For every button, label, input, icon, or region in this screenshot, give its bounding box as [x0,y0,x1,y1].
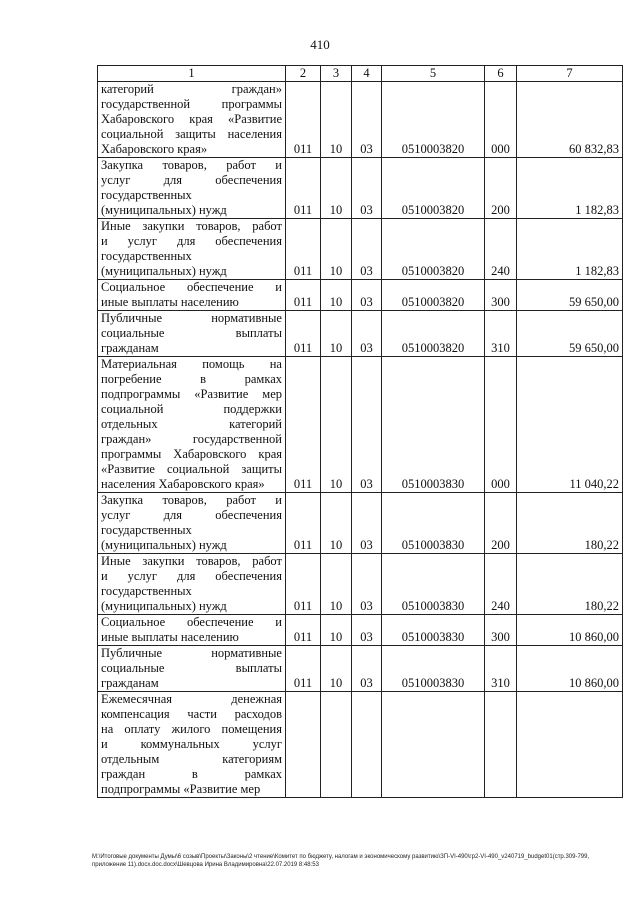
expense-name-line: Социальное обеспечение и [101,280,282,294]
target-article-cell: 0510003830 [382,493,485,554]
expense-name-line: Иные закупки товаров, работ [101,554,282,568]
section-code-cell: 10 [321,280,352,311]
ministry-code-cell: 011 [286,311,321,357]
ministry-code-cell: 011 [286,82,321,158]
ministry-code-cell: 011 [286,158,321,219]
header-cell: 5 [382,66,485,82]
subsection-code-cell: 03 [352,82,382,158]
expense-name-line: иные выплаты населению [101,630,239,644]
expense-name-line: программы Хабаровского края [101,447,282,461]
expense-name-cell [98,692,286,798]
expense-name-line: категорий граждан» [101,82,282,96]
amount-cell: 60 832,83 [517,82,623,158]
expense-name-line: (муниципальных) нужд [101,538,227,552]
section-code-cell: 10 [321,82,352,158]
expense-name-line: подпрограммы «Развитие мер [101,387,282,401]
subsection-code-cell: 03 [352,311,382,357]
expense-name-line: государственных [101,523,192,537]
subsection-code-cell: 03 [352,554,382,615]
table-row [98,158,623,219]
expense-name-line: и услуг для обеспечения [101,234,282,248]
expense-name-line: Иные закупки товаров, работ [101,219,282,233]
expense-name-line: Закупка товаров, работ и [101,493,282,507]
expense-name-line: Публичные нормативные [101,311,282,325]
expense-name-line: граждан в рамках [101,767,282,781]
table-row [98,357,623,493]
table-header-row [98,66,623,82]
expense-name-line: (муниципальных) нужд [101,203,227,217]
header-cell: 6 [485,66,517,82]
expense-name-line: Хабаровского края» [101,142,208,156]
amount-cell: 1 182,83 [517,158,623,219]
expense-name-line: государственной программы [101,97,282,111]
expense-name-line: гражданам [101,341,159,355]
target-article-cell [382,692,485,798]
expense-name-cell [98,357,286,493]
expense-name-cell [98,493,286,554]
amount-cell: 59 650,00 [517,311,623,357]
expense-name-cell [98,646,286,692]
expense-name-line: социальной защиты населения [101,127,282,141]
expense-name-line: компенсация части расходов [101,707,282,721]
subsection-code-cell: 03 [352,219,382,280]
expense-type-cell: 000 [485,357,517,493]
expense-name-line: услуг для обеспечения [101,173,282,187]
amount-cell [517,692,623,798]
section-code-cell [321,692,352,798]
section-code-cell: 10 [321,311,352,357]
header-cell: 2 [286,66,321,82]
ministry-code-cell: 011 [286,280,321,311]
expense-type-cell [485,692,517,798]
expense-name-line: иные выплаты населению [101,295,239,309]
amount-cell: 180,22 [517,554,623,615]
subsection-code-cell: 03 [352,493,382,554]
ministry-code-cell: 011 [286,493,321,554]
table-row [98,493,623,554]
expense-name-cell [98,82,286,158]
expense-name-line: подпрограммы «Развитие мер [101,782,261,796]
amount-cell: 59 650,00 [517,280,623,311]
section-code-cell: 10 [321,646,352,692]
expense-name-line: Публичные нормативные [101,646,282,660]
amount-cell: 10 860,00 [517,646,623,692]
header-cell: 1 [98,66,286,82]
expense-type-cell: 300 [485,615,517,646]
expense-name-line: отдельным категориям [101,752,282,766]
section-code-cell: 10 [321,219,352,280]
expense-name-cell [98,615,286,646]
expense-name-cell [98,311,286,357]
expense-name-line: и услуг для обеспечения [101,569,282,583]
expense-name-line: Хабаровского края «Развитие [101,112,282,126]
expense-name-line: услуг для обеспечения [101,508,282,522]
target-article-cell: 0510003820 [382,82,485,158]
expense-type-cell: 240 [485,554,517,615]
subsection-code-cell: 03 [352,280,382,311]
subsection-code-cell: 03 [352,615,382,646]
table-row [98,219,623,280]
expense-name-line: социальной поддержки [101,402,282,416]
expense-name-line: Социальное обеспечение и [101,615,282,629]
ministry-code-cell: 011 [286,554,321,615]
amount-cell: 1 182,83 [517,219,623,280]
expense-type-cell: 300 [485,280,517,311]
header-cell: 4 [352,66,382,82]
expense-name-line: на оплату жилого помещения [101,722,282,736]
expense-type-cell: 200 [485,158,517,219]
ministry-code-cell: 011 [286,615,321,646]
ministry-code-cell [286,692,321,798]
table-row [98,646,623,692]
section-code-cell: 10 [321,357,352,493]
subsection-code-cell: 03 [352,158,382,219]
expense-name-cell [98,280,286,311]
section-code-cell: 10 [321,615,352,646]
amount-cell: 180,22 [517,493,623,554]
expense-name-line: социальные выплаты [101,326,282,340]
expense-name-line: государственных [101,584,192,598]
expense-type-cell: 000 [485,82,517,158]
ministry-code-cell: 011 [286,219,321,280]
header-cell: 7 [517,66,623,82]
expense-name-line: погребение в рамках [101,372,282,386]
expense-type-cell: 200 [485,493,517,554]
target-article-cell: 0510003830 [382,615,485,646]
expense-name-line: гражданам [101,676,159,690]
expense-name-line: государственных [101,188,192,202]
subsection-code-cell: 03 [352,646,382,692]
expense-name-line: (муниципальных) нужд [101,264,227,278]
expense-name-line: населения Хабаровского края» [101,477,265,491]
expense-name-line: граждан» государственной [101,432,282,446]
expense-type-cell: 240 [485,219,517,280]
section-code-cell: 10 [321,493,352,554]
target-article-cell: 0510003830 [382,646,485,692]
table-row [98,554,623,615]
header-cell: 3 [321,66,352,82]
expense-type-cell: 310 [485,311,517,357]
table-row [98,82,623,158]
expense-name-cell [98,158,286,219]
target-article-cell: 0510003830 [382,357,485,493]
table-row [98,692,623,798]
expense-name-line: (муниципальных) нужд [101,599,227,613]
ministry-code-cell: 011 [286,646,321,692]
expense-name-cell [98,554,286,615]
page-number: 410 [310,37,330,52]
table-row [98,280,623,311]
expense-name-line: социальные выплаты [101,661,282,675]
table-row [98,615,623,646]
target-article-cell: 0510003820 [382,219,485,280]
subsection-code-cell: 03 [352,357,382,493]
target-article-cell: 0510003830 [382,554,485,615]
table-row [98,311,623,357]
amount-cell: 11 040,22 [517,357,623,493]
budget-table [97,65,623,798]
expense-name-line: государственных [101,249,192,263]
expense-name-line: Ежемесячная денежная [101,692,282,706]
expense-name-line: Закупка товаров, работ и [101,158,282,172]
amount-cell: 10 860,00 [517,615,623,646]
section-code-cell: 10 [321,158,352,219]
expense-name-line: Материальная помощь на [101,357,282,371]
expense-name-line: и коммунальных услуг [101,737,282,751]
ministry-code-cell: 011 [286,357,321,493]
target-article-cell: 0510003820 [382,311,485,357]
target-article-cell: 0510003820 [382,158,485,219]
file-path-footer: M:\Итоговые документы Думы\6 созыв\Проекты\Законы\2 чтение\Комитет по бюджету, налогам и экономическому развитию\ЗП-VI-490\гр2-VI-490_v240719_budget01(стр.309-799, приложение 11).docx.doc.docx\Шевцова Ирина Владимировна\22.07.2019 8:48:53 [92,854,590,868]
expense-name-cell [98,219,286,280]
expense-type-cell: 310 [485,646,517,692]
target-article-cell: 0510003820 [382,280,485,311]
subsection-code-cell [352,692,382,798]
section-code-cell: 10 [321,554,352,615]
expense-name-line: отдельных категорий [101,417,282,431]
expense-name-line: «Развитие социальной защиты [101,462,282,476]
